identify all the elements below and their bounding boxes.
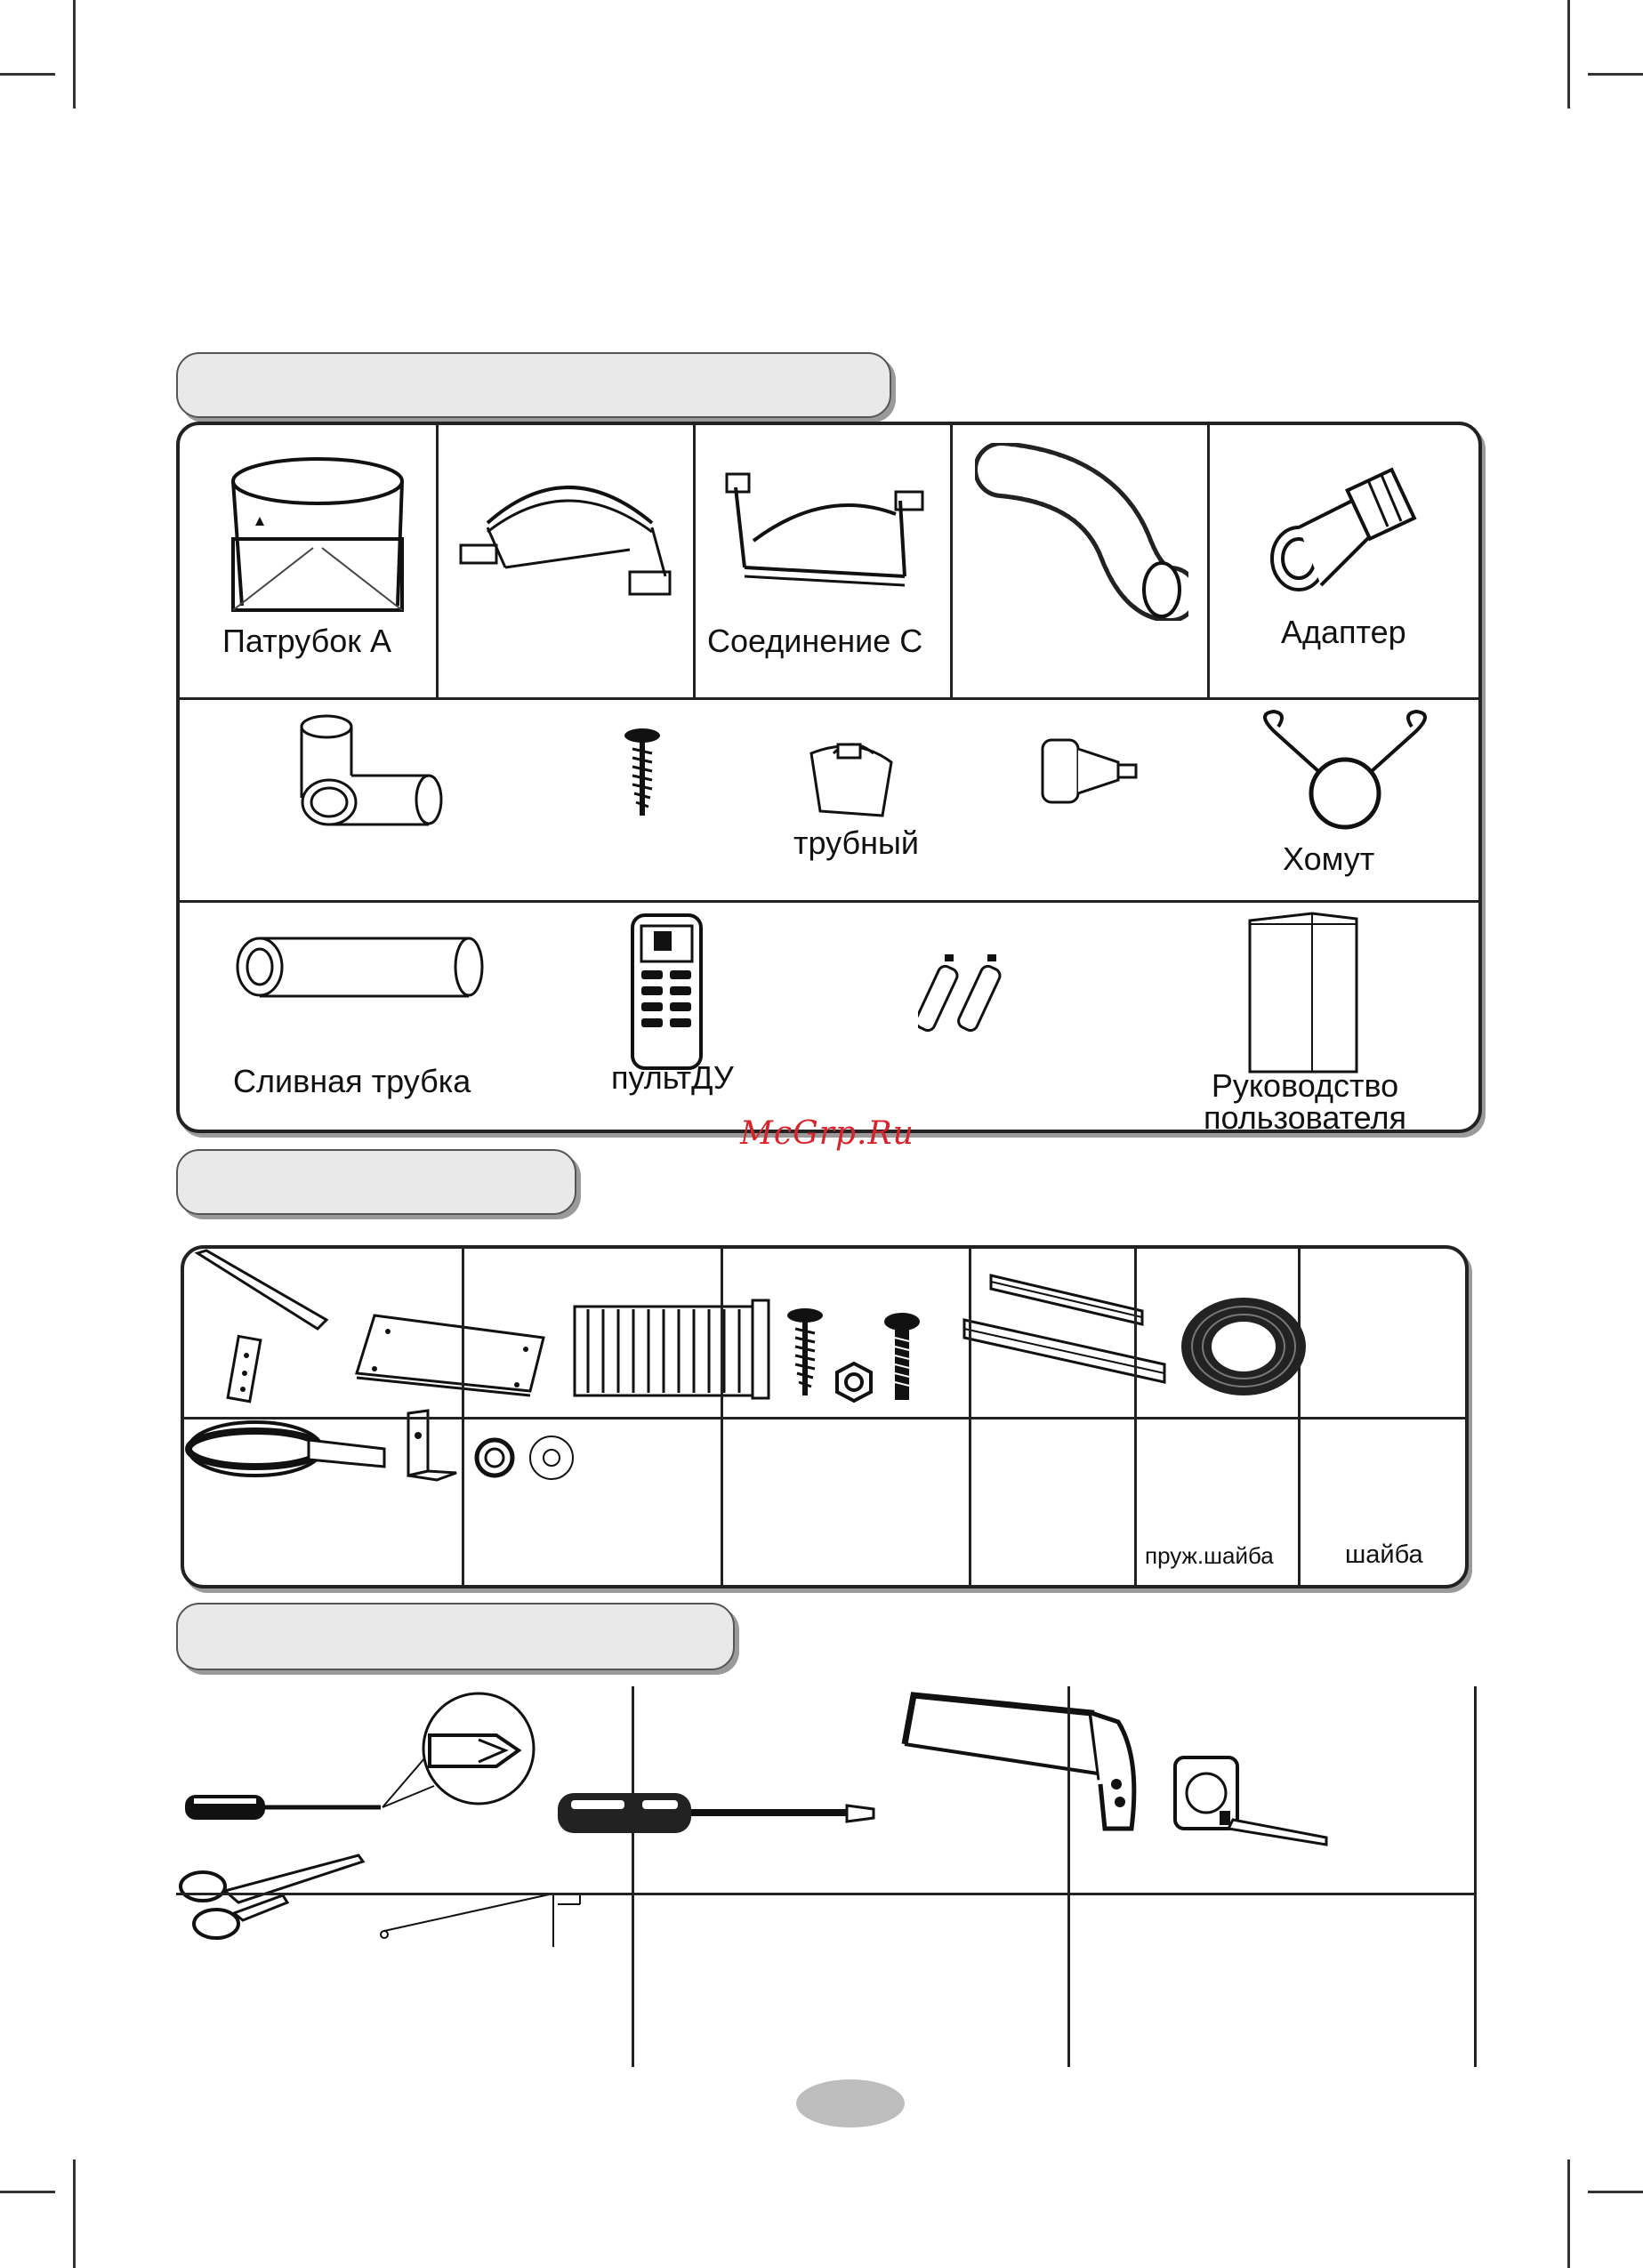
screw-icon — [783, 1307, 827, 1404]
col-divider — [632, 1686, 634, 2067]
item-label: Хомут — [1283, 840, 1375, 877]
col-divider — [1298, 1249, 1301, 1585]
window-kit-panel — [181, 1245, 1469, 1588]
section-heading-tools — [176, 1603, 735, 1670]
crop-mark — [1567, 2159, 1570, 2268]
crop-mark — [73, 0, 76, 109]
crop-mark — [1588, 73, 1643, 76]
scissors-icon — [176, 1851, 372, 1949]
col-divider — [462, 1249, 464, 1585]
phillips-screwdriver-icon — [176, 1686, 550, 1846]
exhaust-hose-icon — [975, 443, 1188, 621]
tape-measure-icon — [1166, 1749, 1335, 1846]
item-label-line: пользователя — [1204, 1099, 1406, 1136]
crop-mark — [1588, 2191, 1643, 2193]
slide-rails-icon — [929, 1271, 1169, 1404]
louver-panel-icon — [566, 1293, 779, 1404]
col-divider — [969, 1249, 971, 1585]
pipe-clip-icon — [802, 727, 909, 824]
item-label: Соединение С — [707, 623, 923, 659]
crop-mark — [0, 73, 55, 76]
washer-icon — [525, 1431, 578, 1484]
hacksaw-icon — [887, 1686, 1163, 1846]
tools-grid — [176, 1686, 1477, 2067]
page-number-badge — [796, 2079, 905, 2127]
accessory-connector-c — [696, 425, 950, 697]
accessory-patrubok-a — [180, 425, 436, 697]
tape-roll-icon — [184, 1413, 398, 1484]
crop-mark — [73, 2159, 76, 2268]
item-label: Адаптер — [1281, 614, 1406, 650]
accessory-bracket — [439, 425, 693, 697]
nut-icon — [832, 1360, 876, 1404]
crop-mark — [0, 2191, 55, 2193]
screw-icon — [620, 727, 664, 824]
crop-mark — [1567, 0, 1570, 109]
item-label-line: Руководство — [1211, 1067, 1399, 1104]
accessory-hose — [953, 425, 1207, 697]
bolt-icon — [880, 1311, 924, 1404]
batteries-icon — [918, 947, 1025, 1045]
item-label: пультДУ — [611, 1059, 734, 1096]
foam-seal-roll-icon — [1172, 1289, 1315, 1404]
window-bracket-icon — [452, 461, 683, 621]
item-label: трубный — [793, 824, 919, 861]
drain-tube-icon — [233, 929, 491, 1009]
angle-bracket-icon — [401, 1409, 463, 1484]
plug-icon — [1034, 731, 1149, 811]
spring-washer-icon — [468, 1431, 521, 1484]
panel-plate-icon — [348, 1307, 561, 1404]
remote-control-icon — [629, 912, 705, 1072]
accessories-row-2 — [180, 700, 1478, 900]
row-divider — [176, 1893, 1477, 1895]
manual-icon — [1243, 912, 1367, 1076]
clamp-icon — [1247, 704, 1443, 838]
connector-c-icon — [709, 452, 940, 612]
watermark: McGrp.Ru — [740, 1115, 914, 1152]
col-divider — [1067, 1686, 1070, 2067]
window-adapter-a-icon — [206, 441, 411, 619]
item-label: пруж.шайба — [1145, 1542, 1274, 1569]
accessory-adapter — [1210, 425, 1475, 697]
col-divider — [1134, 1249, 1137, 1585]
item-label — [1185, 1067, 1425, 1136]
elbow-pipe-icon — [295, 709, 447, 833]
item-label: шайба — [1345, 1540, 1423, 1569]
item-label: Патрубок А — [222, 623, 392, 659]
col-divider — [1474, 1686, 1477, 2067]
adapter-icon — [1263, 461, 1423, 603]
flat-screwdriver-icon — [553, 1784, 882, 1846]
bracket-hinge-icon — [184, 1249, 344, 1404]
drill-icon — [375, 1878, 589, 1949]
section-heading-accessories — [176, 352, 891, 418]
section-heading-window-kit — [176, 1149, 576, 1215]
row-divider — [184, 1417, 1465, 1420]
col-divider — [721, 1249, 723, 1585]
item-label: Сливная трубка — [233, 1063, 471, 1099]
